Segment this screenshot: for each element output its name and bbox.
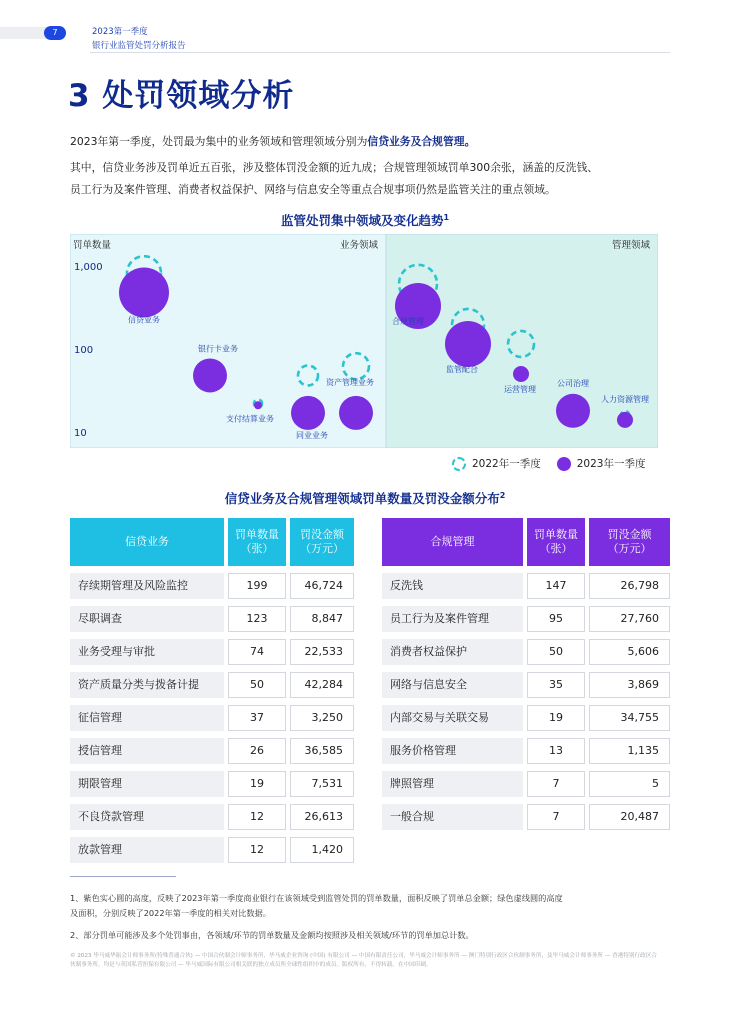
row-count: 12 <box>228 837 286 863</box>
report-year: 2023第一季度 <box>92 27 148 37</box>
table-row <box>70 639 358 665</box>
row-name: 一般合规 <box>382 804 523 830</box>
panel-management-title: 管理领域 <box>611 240 650 251</box>
chart-title-footnote-mark: 1 <box>443 212 450 222</box>
credit-table-body <box>70 573 358 863</box>
intro-p1-text: 2023年第一季度，处罚最为集中的业务领域和管理领域分别为 <box>70 135 368 148</box>
row-name: 反洗钱 <box>382 573 523 599</box>
chart-title <box>0 211 730 229</box>
page-title: 3 处罚领域分析 <box>68 78 295 114</box>
intro-paragraph-1 <box>70 131 670 153</box>
row-name: 服务价格管理 <box>382 738 523 764</box>
row-amount: 5,606 <box>589 639 670 665</box>
compliance-table-body <box>382 573 670 830</box>
header-divider <box>90 52 670 53</box>
bubble-label: 银行卡业务 <box>198 344 238 354</box>
row-count: 7 <box>527 804 585 830</box>
row-count: 26 <box>228 738 286 764</box>
row-name: 存续期管理及风险监控 <box>70 573 224 599</box>
y-axis-label: 罚单数量 <box>73 240 112 251</box>
compliance-header-amount: 罚没金额 （万元） <box>589 518 670 566</box>
bubble-2023 <box>291 396 325 430</box>
credit-table-header <box>70 518 358 566</box>
row-count: 123 <box>228 606 286 632</box>
credit-header-amount: 罚没金额 （万元） <box>290 518 354 566</box>
row-count: 74 <box>228 639 286 665</box>
table-row <box>70 573 358 599</box>
bubble-label: 监管配合 <box>446 364 478 374</box>
bubble-2023 <box>513 366 529 382</box>
table-row <box>70 672 358 698</box>
compliance-table <box>382 518 670 830</box>
chart-title-text: 监管处罚集中领域及变化趋势 <box>280 213 444 228</box>
bubble-label: 运营管理 <box>504 384 536 394</box>
legend-2022-label: 2022年一季度 <box>472 458 541 470</box>
table-row <box>70 804 358 830</box>
table-row <box>382 606 670 632</box>
row-count: 147 <box>527 573 585 599</box>
intro-p2-line1: 其中，信贷业务涉及罚单近五百张，涉及整体罚没金额的近九成；合规管理领域罚单300余张，涵盖的反洗钱、 <box>70 161 599 174</box>
footnote-1-line1: 1、紫色实心圆的高度，反映了2023年第一季度商业银行在该领域受到监管处罚的罚单数量，面积反映了罚单总金额；绿色虚线圆的高度 <box>70 893 563 903</box>
row-amount: 3,869 <box>589 672 670 698</box>
row-amount: 27,760 <box>589 606 670 632</box>
legend-2023-marker <box>557 457 571 471</box>
row-amount: 1,420 <box>290 837 354 863</box>
table-section-title <box>0 489 730 507</box>
bubble-label: 合规管理 <box>392 316 424 326</box>
row-count: 50 <box>527 639 585 665</box>
page-number-badge: 7 <box>44 26 66 40</box>
row-name: 消费者权益保护 <box>382 639 523 665</box>
row-name: 业务受理与审批 <box>70 639 224 665</box>
legal-notice: © 2023 毕马威华振会计师事务所(特殊普通合伙) — 中国合伙制会计师事务所，毕马威企业咨询 (中国) 有限公司 — 中国有限责任公司，毕马威会计师事务所 — 澳门特别行政区合伙制事务所，及毕马威会计师事务所 — 香港特别行政区合伙制事务所，均是与英国私营担保有限公司 — 毕马威国际有限公司相关联的独立成员所全球性组织中的成员。版权所有，不得转载。在中国印刷。 <box>70 953 657 968</box>
credit-header-count: 罚单数量 （张） <box>228 518 286 566</box>
table-row <box>382 705 670 731</box>
row-name: 期限管理 <box>70 771 224 797</box>
row-count: 12 <box>228 804 286 830</box>
compliance-table-header <box>382 518 670 566</box>
intro-p1-highlight: 信贷业务及合规管理。 <box>367 135 476 148</box>
y-tick-label: 10 <box>74 428 87 439</box>
row-amount: 36,585 <box>290 738 354 764</box>
row-name: 网络与信息安全 <box>382 672 523 698</box>
table-row <box>70 771 358 797</box>
bubble-2023 <box>119 267 169 317</box>
table-row <box>382 672 670 698</box>
row-count: 7 <box>527 771 585 797</box>
panel-management-bg <box>386 234 658 448</box>
row-amount: 20,487 <box>589 804 670 830</box>
compliance-header-name: 合规管理 <box>382 518 523 566</box>
footnote-divider <box>70 876 176 877</box>
intro-p2-line2: 员工行为及案件管理、消费者权益保护、网络与信息安全等重点合规事项仍然是监管关注的重点领域。 <box>70 183 556 196</box>
row-count: 37 <box>228 705 286 731</box>
row-count: 19 <box>527 705 585 731</box>
table-row <box>382 573 670 599</box>
table-row <box>382 804 670 830</box>
row-amount: 46,724 <box>290 573 354 599</box>
legend-2022-marker <box>452 457 466 471</box>
table-row <box>382 771 670 797</box>
row-name: 放款管理 <box>70 837 224 863</box>
report-title: 银行业监管处罚分析报告 <box>92 41 186 51</box>
bubble-label: 信贷业务 <box>128 315 160 325</box>
bubble-2023 <box>445 321 491 367</box>
table-row <box>382 738 670 764</box>
row-amount: 22,533 <box>290 639 354 665</box>
row-count: 50 <box>228 672 286 698</box>
table-row <box>70 606 358 632</box>
intro-paragraph-2 <box>70 157 670 201</box>
table-section-title-text: 信贷业务及合规管理领域罚单数量及罚没金额分布 <box>224 491 500 506</box>
row-amount: 5 <box>589 771 670 797</box>
y-tick-label: 100 <box>74 345 94 356</box>
row-amount: 26,798 <box>589 573 670 599</box>
chart-legend <box>452 456 645 471</box>
bubble-2023 <box>254 401 262 409</box>
row-count: 13 <box>527 738 585 764</box>
footnote-1-line2: 及面积，分别反映了2022年第一季度的相关对比数据。 <box>70 908 271 918</box>
bubble-chart <box>70 234 658 448</box>
row-name: 员工行为及案件管理 <box>382 606 523 632</box>
bubble-2023 <box>193 358 227 392</box>
table-row <box>70 837 358 863</box>
bubble-label: 同业业务 <box>296 430 328 440</box>
footnote-1 <box>70 891 660 921</box>
row-name: 征信管理 <box>70 705 224 731</box>
y-tick-label: 1,000 <box>74 262 103 273</box>
row-amount: 34,755 <box>589 705 670 731</box>
row-name: 牌照管理 <box>382 771 523 797</box>
legend-2023-label: 2023年一季度 <box>576 458 646 470</box>
table-row <box>70 705 358 731</box>
panel-business-title: 业务领域 <box>339 240 378 251</box>
row-name: 不良贷款管理 <box>70 804 224 830</box>
bubble-2023 <box>617 412 633 428</box>
bubble-label: 资产管理业务 <box>326 377 374 387</box>
credit-header-name: 信贷业务 <box>70 518 224 566</box>
row-amount: 1,135 <box>589 738 670 764</box>
row-amount: 42,284 <box>290 672 354 698</box>
bubble-label: 公司治理 <box>557 378 589 388</box>
row-amount: 3,250 <box>290 705 354 731</box>
bubble-label: 人力资源管理 <box>601 394 649 404</box>
row-name: 授信管理 <box>70 738 224 764</box>
row-count: 95 <box>527 606 585 632</box>
credit-table <box>70 518 358 863</box>
row-count: 199 <box>228 573 286 599</box>
bubble-label: 支付结算业务 <box>226 414 274 424</box>
table-title-footnote-mark: 2 <box>499 490 506 500</box>
row-count: 19 <box>228 771 286 797</box>
footnote-2: 2、部分罚单可能涉及多个处罚事由，各领域/环节的罚单数量及金额均按照涉及相关领域/环节的罚单加总计数。 <box>70 930 474 940</box>
table-row <box>382 639 670 665</box>
compliance-header-count: 罚单数量 （张） <box>527 518 585 566</box>
row-name: 尽职调查 <box>70 606 224 632</box>
row-count: 35 <box>527 672 585 698</box>
bubble-chart-svg <box>70 234 658 448</box>
row-name: 资产质量分类与拨备计提 <box>70 672 224 698</box>
row-amount: 8,847 <box>290 606 354 632</box>
table-row <box>70 738 358 764</box>
row-amount: 7,531 <box>290 771 354 797</box>
bubble-2023 <box>339 396 373 430</box>
row-amount: 26,613 <box>290 804 354 830</box>
bubble-2023 <box>556 394 590 428</box>
row-name: 内部交易与关联交易 <box>382 705 523 731</box>
